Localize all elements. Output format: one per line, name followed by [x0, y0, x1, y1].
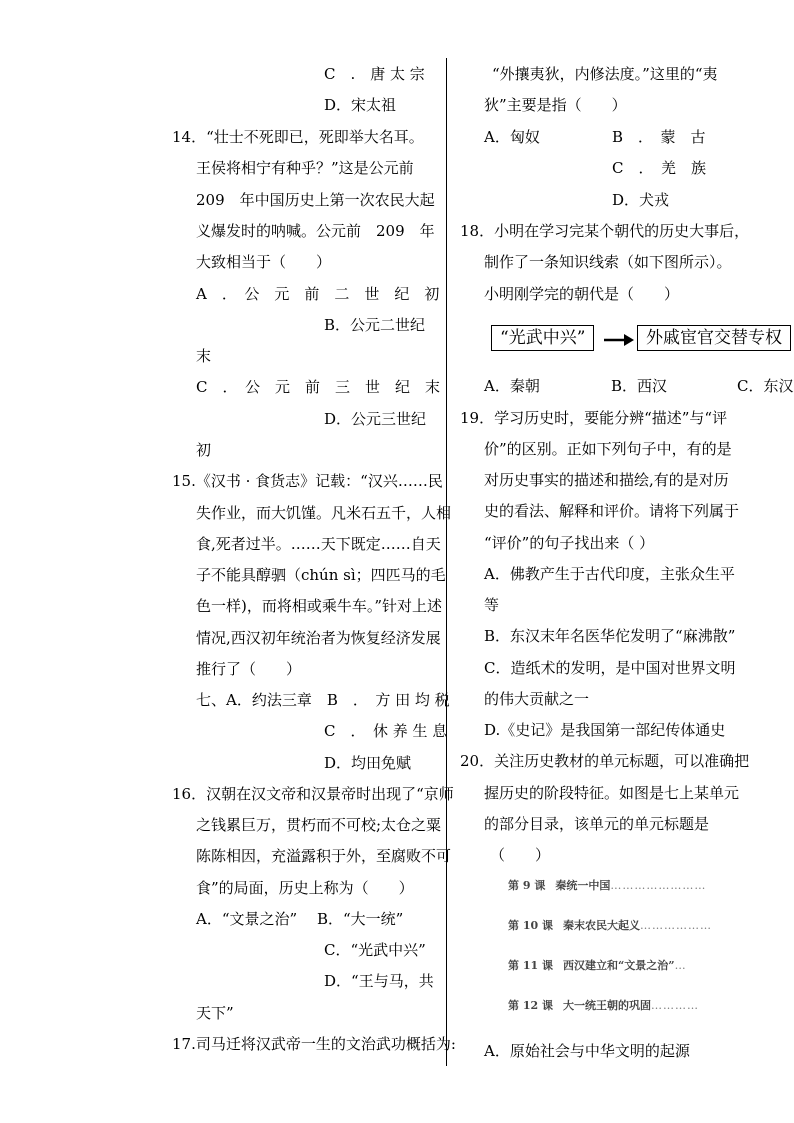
q16-line: 之钱累巨万，贯朽而不可校;太仓之粟 [196, 816, 442, 834]
q14-option-c: C ． 公 元 前 三 世 纪 末 [196, 378, 440, 396]
q19-line: “评价”的句子找出来（ ） [484, 534, 655, 552]
toc-leader-dots: … [674, 959, 687, 972]
q19-line: 对历史事实的描述和描绘,有的是对历 [484, 471, 729, 489]
q20-line: 20．关注历史教材的单元标题，可以准确把 [460, 752, 750, 770]
q17-line: 狄”主要是指（ ） [484, 96, 627, 114]
q18-option-a: A．秦朝 [484, 377, 540, 395]
q18-option-c: C．东汉 [737, 377, 794, 395]
q15-line: 15.《汉书 · 食货志》记载：“汉兴……民 [172, 472, 443, 490]
q15-option-a-b: 七、A．约法三章 B ． 方 田 均 税 [196, 691, 450, 709]
q20-line: （ ） [490, 846, 551, 864]
toc-lesson-number: 第 10 课 [508, 919, 553, 932]
q14-line: 209 年中国历史上第一次农民大起 [196, 191, 435, 209]
toc-leader-dots: ………… [650, 999, 699, 1012]
q15-option-d: D．均田免赋 [324, 754, 412, 772]
q16-line: 16．汉朝在汉文帝和汉景帝时出现了“京师 [172, 785, 454, 803]
q18-line: 制作了一条知识线索（如下图所示）。 [484, 253, 732, 271]
q15-line: 色一样)，而将相或乘牛车。”针对上述 [196, 597, 443, 615]
q19-option-b: B．东汉末年名医华佗发明了“麻沸散” [484, 627, 736, 645]
q15-option-c: C ． 休 养 生 息 [324, 722, 448, 740]
q19-line: 价”的区别。正如下列句子中，有的是 [484, 440, 732, 458]
q20-line: 握历史的阶段特征。如图是七上某单元 [484, 784, 740, 802]
q16-line: 食”的局面，历史上称为（ ） [196, 879, 414, 897]
q20-line: 的部分目录，该单元的单元标题是 [484, 815, 710, 833]
toc-leader-dots: ……………… [639, 919, 712, 932]
q16-option-a-b: A．“文景之治” B．“大一统” [196, 910, 404, 928]
q17-line: 17.司马迁将汉武帝一生的文治武功概括为: [172, 1035, 456, 1053]
q15-line: 食,死者过半。……天下既定……自天 [196, 535, 441, 553]
toc-entry [508, 999, 699, 1013]
q17-option-b: B ． 蒙 古 [612, 128, 706, 146]
q17-option-a: A．匈奴 [484, 128, 540, 146]
toc-leader-dots: …………………… [610, 879, 707, 892]
q14-line: 王侯将相宁有种乎？”这是公元前 [196, 159, 414, 177]
toc-lesson-number: 第 9 课 [508, 879, 546, 892]
q14-line: 14．“壮士不死即已，死即举大名耳。 [172, 128, 424, 146]
q19-option-c: C．造纸术的发明，是中国对世界文明 [484, 659, 736, 677]
toc-lesson-number: 第 12 课 [508, 999, 553, 1012]
q14-option-d: D．公元三世纪 [324, 410, 427, 428]
q14-option-a: A ． 公 元 前 二 世 纪 初 [196, 285, 440, 303]
q14-option-d-cont: 初 [196, 441, 212, 459]
q20-option-a: A．原始社会与中华文明的起源 [484, 1042, 690, 1060]
q13-option-d: D．宋太祖 [324, 96, 397, 114]
toc-lesson-number: 第 11 课 [508, 959, 553, 972]
q17-option-c: C ． 羌 族 [612, 159, 706, 177]
q16-option-d: D．“王与马，共 [324, 972, 434, 990]
q19-line: 史的看法、解释和评价。请将下列属于 [484, 502, 740, 520]
q19-line: 19．学习历史时，要能分辨“描述”与“评 [460, 409, 728, 427]
q19-option-c-cont: 的伟大贡献之一 [484, 690, 590, 708]
q18-arrow-icon [604, 334, 634, 346]
q17-line: “外攘夷狄，内修法度。”这里的“夷 [492, 65, 718, 83]
q15-line: 失作业，而大饥馑。凡米石五千，人相 [196, 504, 452, 522]
q17-option-d: D．犬戎 [612, 191, 670, 209]
toc-entry [508, 919, 712, 933]
q15-line: 情况,西汉初年统治者为恢复经济发展 [196, 629, 441, 647]
q18-diagram-box-1: “光武中兴” [491, 325, 594, 351]
q16-line: 陈陈相因，充溢露积于外，至腐败不可 [196, 847, 452, 865]
q14-option-b: B．公元二世纪 [324, 316, 426, 334]
toc-entry [508, 879, 706, 893]
q18-option-b: B．西汉 [611, 377, 668, 395]
q19-option-d: D.《史记》是我国第一部纪传体通史 [484, 721, 726, 739]
toc-lesson-title: 西汉建立和“文景之治” [562, 959, 675, 972]
q19-option-a-cont: 等 [484, 596, 500, 614]
q15-line: 推行了（ ） [196, 660, 302, 678]
q16-option-c: C．“光武中兴” [324, 941, 426, 959]
q13-option-c: C . 唐 太 宗 [324, 65, 425, 83]
toc-lesson-title: 大一统王朝的巩固 [562, 999, 651, 1012]
column-divider [446, 58, 447, 1066]
toc-entry [508, 959, 687, 973]
q19-option-a: A．佛教产生于古代印度，主张众生平 [484, 565, 735, 583]
toc-lesson-title: 秦末农民大起义 [562, 919, 640, 932]
q14-line: 大致相当于（ ） [196, 253, 332, 271]
q18-line: 小明刚学完的朝代是（ ） [484, 285, 680, 303]
q18-diagram-box-2: 外戚宦官交替专权 [637, 325, 791, 351]
q16-option-d-cont: 天下” [196, 1004, 234, 1022]
q14-option-b-cont: 末 [196, 347, 212, 365]
toc-lesson-title: 秦统一中国 [555, 879, 611, 892]
q15-line: 子不能具醇驷（chún sì；四匹马的毛 [196, 566, 446, 584]
q14-line: 义爆发时的呐喊。公元前 209 年 [196, 222, 435, 240]
q18-line: 18．小明在学习完某个朝代的历史大事后， [460, 222, 750, 240]
